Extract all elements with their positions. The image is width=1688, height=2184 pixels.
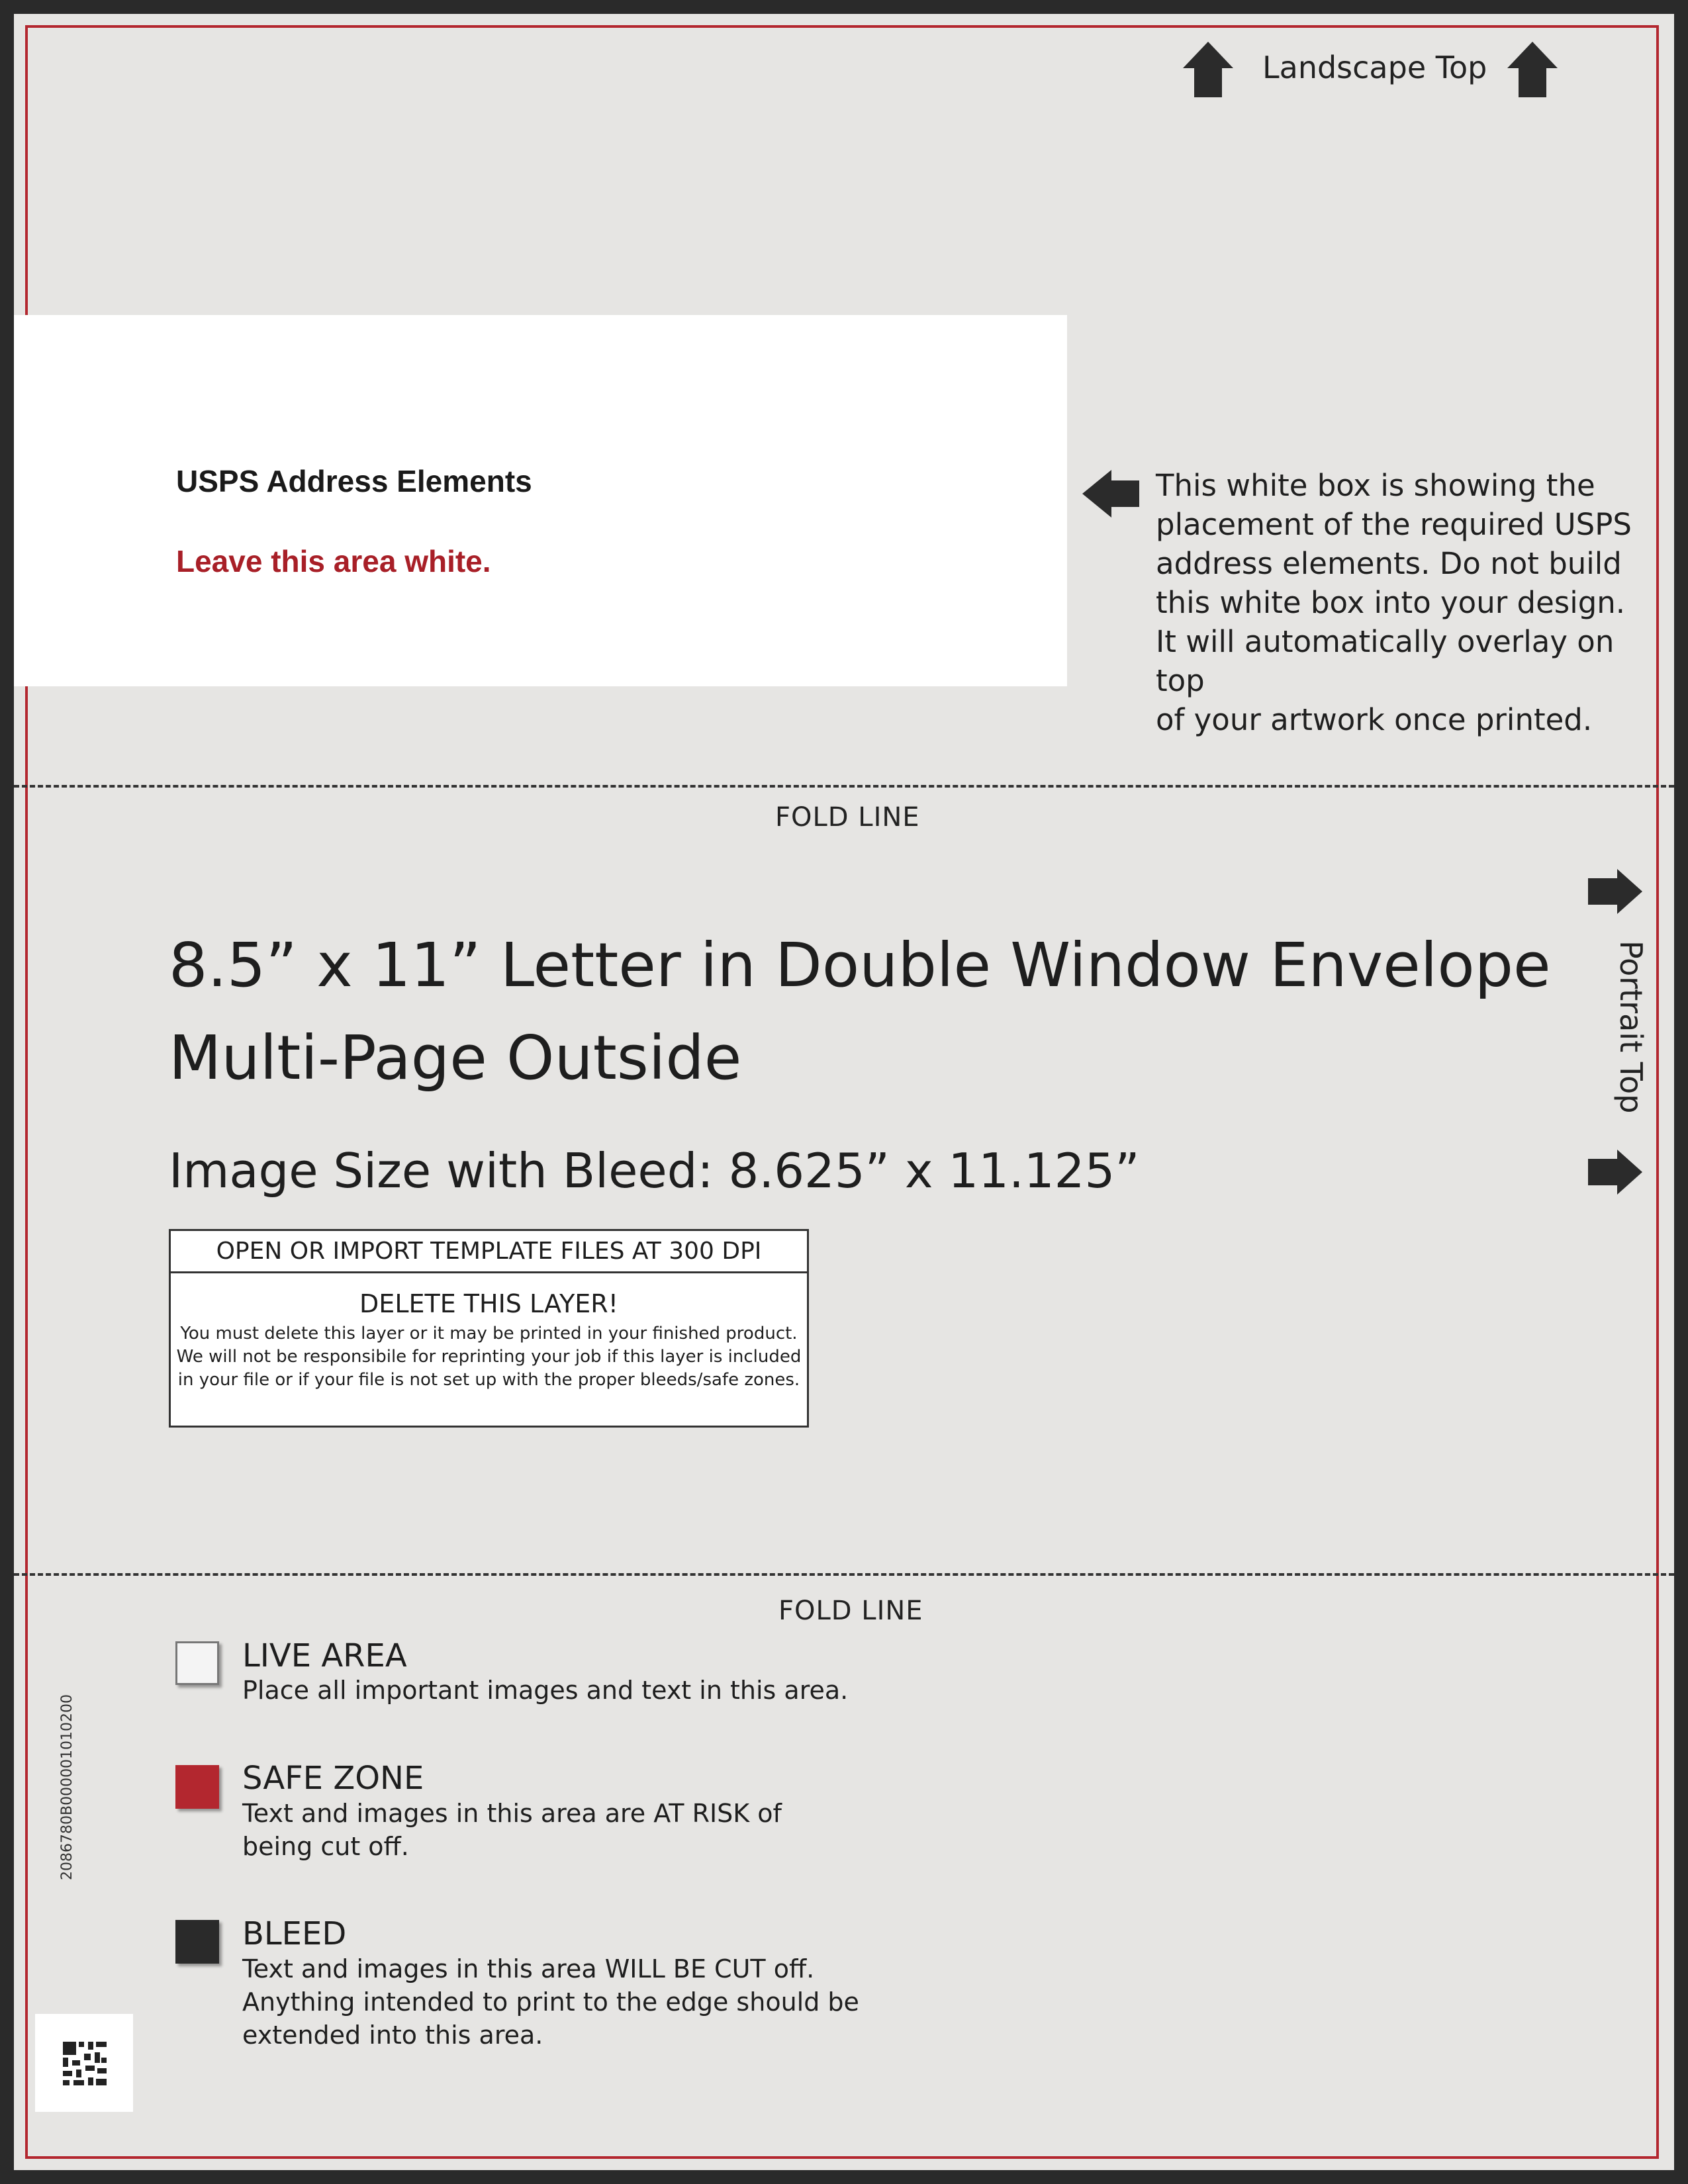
live-area-title: LIVE AREA bbox=[242, 1637, 407, 1674]
usps-address-box bbox=[14, 315, 1067, 686]
fold-line-label: FOLD LINE bbox=[778, 1596, 923, 1626]
notice-header: OPEN OR IMPORT TEMPLATE FILES AT 300 DPI bbox=[171, 1231, 807, 1273]
qr-code-icon bbox=[35, 2014, 133, 2112]
page-title: 8.5” x 11” Letter in Double Window Envelope bbox=[169, 930, 1551, 1001]
fold-line bbox=[14, 785, 1674, 788]
bleed-desc: Text and images in this area WILL BE CUT off. Anything intended to print to the edge should be extended into this area. bbox=[242, 1954, 859, 2050]
template-page bbox=[14, 14, 1674, 2170]
bleed-swatch bbox=[175, 1920, 219, 1964]
portrait-top-label: Portrait Top bbox=[1613, 940, 1649, 1114]
bleed-title: BLEED bbox=[242, 1915, 347, 1952]
safe-zone-title: SAFE ZONE bbox=[242, 1760, 424, 1797]
notice-body: You must delete this layer or it may be printed in your finished product. We will not be responsibile for reprinting your job if this layer is included in your file or if your file is not set up with the proper bleeds/safe zones. bbox=[176, 1324, 802, 1390]
arrow-right-icon bbox=[1588, 869, 1645, 914]
template-code: 2086780B000001010200 bbox=[59, 1694, 75, 1880]
usps-address-warning: Leave this area white. bbox=[176, 544, 491, 578]
landscape-top-label: Landscape Top bbox=[1262, 50, 1487, 85]
arrow-up-icon bbox=[1183, 42, 1233, 97]
usps-address-title: USPS Address Elements bbox=[176, 464, 532, 498]
image-size-label: Image Size with Bleed: 8.625” x 11.125” bbox=[169, 1143, 1140, 1199]
address-note: This white box is showing the placement of the required USPS address elements. Do not build this white box into your design. It will automatically overlay on top of your artwork once printed. bbox=[1156, 468, 1632, 737]
page-subtitle: Multi-Page Outside bbox=[169, 1023, 742, 1093]
fold-line bbox=[14, 1573, 1674, 1576]
live-area-swatch bbox=[175, 1641, 219, 1685]
fold-line-label: FOLD LINE bbox=[775, 802, 920, 833]
safe-zone-swatch bbox=[175, 1765, 219, 1809]
arrow-up-icon bbox=[1507, 42, 1558, 97]
arrow-right-icon bbox=[1588, 1150, 1645, 1195]
live-area-desc: Place all important images and text in this area. bbox=[242, 1676, 849, 1705]
notice-title: DELETE THIS LAYER! bbox=[359, 1289, 618, 1318]
delete-layer-notice bbox=[169, 1229, 809, 1428]
arrow-left-icon bbox=[1082, 470, 1139, 518]
safe-zone-desc: Text and images in this area are AT RISK of being cut off. bbox=[242, 1799, 782, 1861]
